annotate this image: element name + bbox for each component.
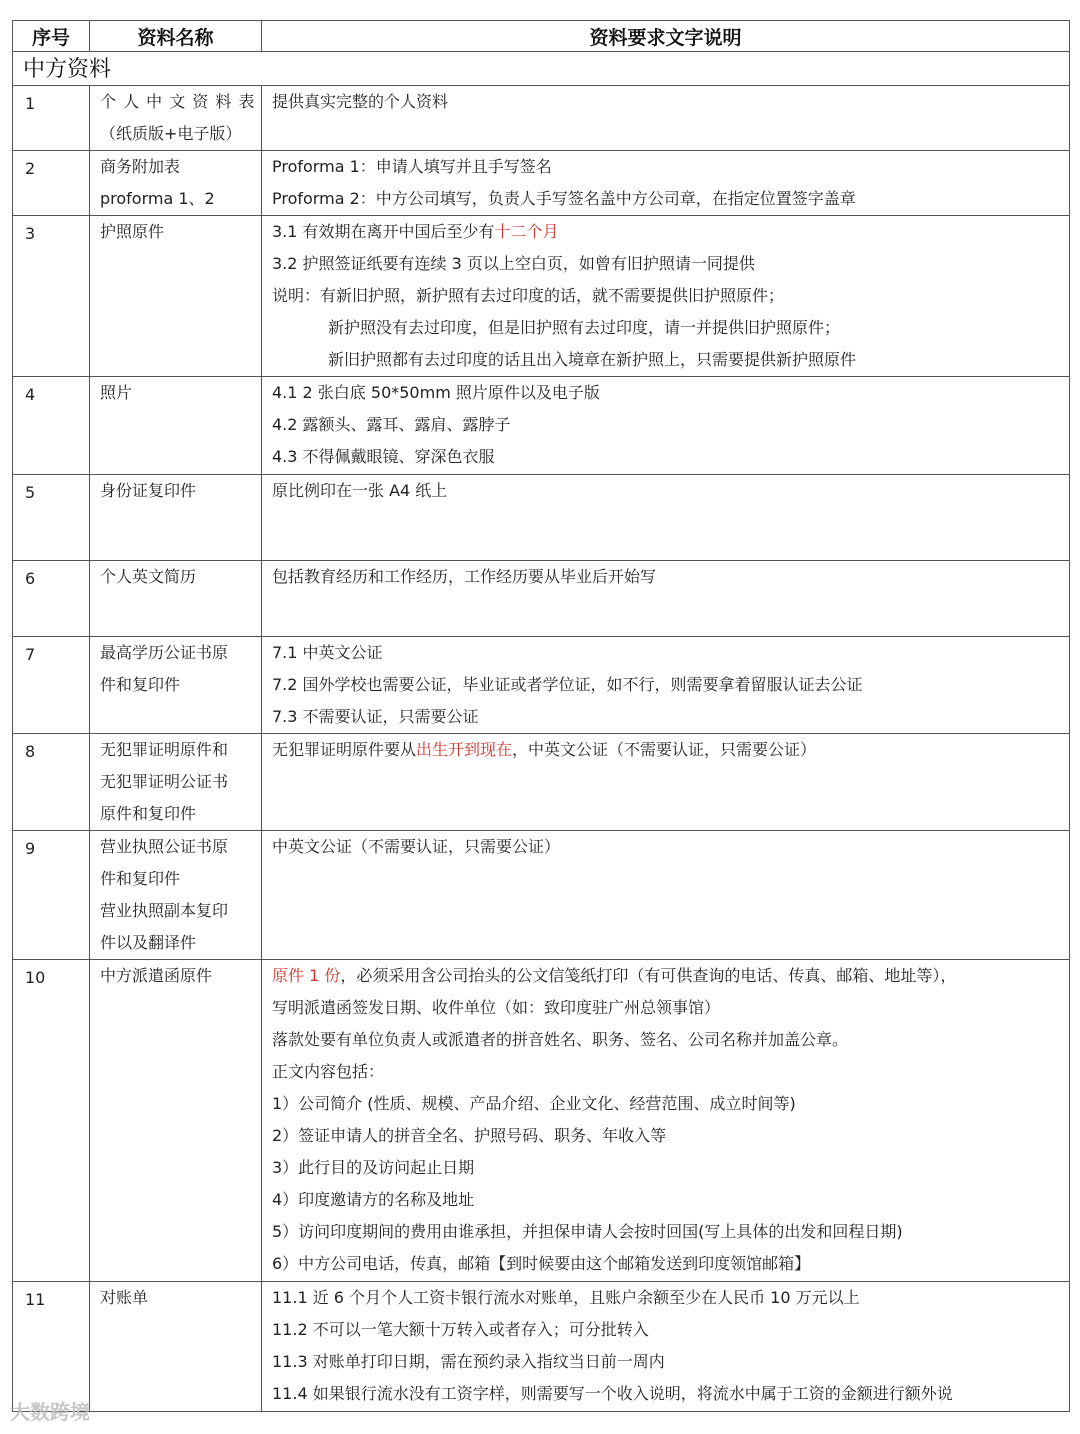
name-line: 营业执照副本复印 xyxy=(100,901,229,920)
row-name xyxy=(90,86,262,151)
name-line: 件以及翻译件 xyxy=(100,933,197,952)
row-number: 5 xyxy=(13,475,90,561)
table-row xyxy=(13,475,1070,561)
row-number: 9 xyxy=(13,831,90,960)
row-desc xyxy=(262,960,1070,1282)
name-line: 件和复印件 xyxy=(100,675,181,694)
name-line: 原件和复印件 xyxy=(100,804,197,823)
row-number: 2 xyxy=(13,151,90,216)
name-line: 营业执照公证书原 xyxy=(100,837,229,856)
desc-line: 2）签证申请人的拼音全名、护照号码、职务、年收入等 xyxy=(272,1126,667,1145)
desc-line: 11.2 不可以一笔大额十万转入或者存入；可分批转入 xyxy=(272,1320,649,1339)
desc-line: 6）中方公司电话，传真，邮箱【到时候要由这个邮箱发送到印度领馆邮箱】 xyxy=(272,1254,811,1273)
desc-line xyxy=(272,734,1063,766)
name-line: 无犯罪证明原件和 xyxy=(100,740,229,759)
desc-line: Proforma 1：申请人填写并且手写签名 xyxy=(272,157,552,176)
row-number: 4 xyxy=(13,377,90,475)
name-line: 护照原件 xyxy=(100,222,165,241)
desc-line: 提供真实完整的个人资料 xyxy=(272,92,449,111)
name-line: 身份证复印件 xyxy=(100,481,197,500)
row-name xyxy=(90,637,262,734)
row-desc xyxy=(262,86,1070,151)
desc-line: 7.1 中英文公证 xyxy=(272,643,383,662)
row-number: 6 xyxy=(13,561,90,637)
desc-line: 3）此行目的及访问起止日期 xyxy=(272,1158,475,1177)
row-name xyxy=(90,561,262,637)
row-name xyxy=(90,216,262,377)
desc-line: 正文内容包括： xyxy=(272,1062,385,1081)
row-name xyxy=(90,377,262,475)
row-number: 7 xyxy=(13,637,90,734)
row-number: 8 xyxy=(13,734,90,831)
desc-text: ，中英文公证（不需要认证，只需要公证） xyxy=(512,740,817,759)
desc-text: 3.1 有效期在离开中国后至少有 xyxy=(272,222,495,241)
desc-line: 1）公司简介 (性质、规模、产品介绍、企业文化、经营范围、成立时间等) xyxy=(272,1094,796,1113)
row-desc xyxy=(262,475,1070,561)
name-line: proforma 1、2 xyxy=(100,189,215,208)
table-row xyxy=(13,151,1070,216)
table-row xyxy=(13,734,1070,831)
name-line: 对账单 xyxy=(100,1288,149,1307)
highlight-text: 十二个月 xyxy=(494,222,559,241)
row-name xyxy=(90,1282,262,1412)
desc-line xyxy=(272,216,1063,248)
name-line: 个 人 中 文 资 料 表 xyxy=(100,92,256,111)
row-desc xyxy=(262,734,1070,831)
table-row xyxy=(13,561,1070,637)
header-seq: 序号 xyxy=(13,21,90,52)
desc-line: 落款处要有单位负责人或派遣者的拼音姓名、职务、签名、公司名称并加盖公章。 xyxy=(272,1030,849,1049)
row-name xyxy=(90,734,262,831)
desc-line: 说明：有新旧护照，新护照有去过印度的话，就不需要提供旧护照原件； xyxy=(272,286,785,305)
desc-line: 7.3 不需要认证，只需要公证 xyxy=(272,707,479,726)
name-line: 个人英文简历 xyxy=(100,567,197,586)
row-number: 3 xyxy=(13,216,90,377)
desc-line: 11.4 如果银行流水没有工资字样，则需要写一个收入说明，将流水中属于工资的金额进行额外说 xyxy=(272,1384,953,1403)
name-line: 最高学历公证书原 xyxy=(100,643,229,662)
section-row xyxy=(13,52,1070,86)
row-desc xyxy=(262,831,1070,960)
desc-line: 包括教育经历和工作经历，工作经历要从毕业后开始写 xyxy=(272,567,657,586)
desc-line: 7.2 国外学校也需要公证，毕业证或者学位证，如不行，则需要拿着留服认证去公证 xyxy=(272,675,863,694)
name-line: 照片 xyxy=(100,383,133,402)
row-name xyxy=(90,151,262,216)
name-line: 商务附加表 xyxy=(100,157,181,176)
row-desc xyxy=(262,1282,1070,1412)
row-desc xyxy=(262,637,1070,734)
row-desc xyxy=(262,151,1070,216)
desc-line: 原比例印在一张 A4 纸上 xyxy=(272,481,448,500)
row-name xyxy=(90,831,262,960)
watermark: 大数跨境 xyxy=(10,1400,90,1424)
header-name: 资料名称 xyxy=(90,21,262,52)
desc-line: 3.2 护照签证纸要有连续 3 页以上空白页，如曾有旧护照请一同提供 xyxy=(272,254,755,273)
desc-line: 新护照没有去过印度，但是旧护照有去过印度，请一并提供旧护照原件； xyxy=(328,318,841,337)
table-row xyxy=(13,960,1070,1282)
row-number: 11 xyxy=(13,1282,90,1412)
row-number: 10 xyxy=(13,960,90,1282)
desc-line xyxy=(272,960,1063,992)
row-name xyxy=(90,960,262,1282)
desc-line: 11.3 对账单打印日期，需在预约录入指纹当日前一周内 xyxy=(272,1352,665,1371)
row-name xyxy=(90,475,262,561)
table-row xyxy=(13,377,1070,475)
name-line: 件和复印件 xyxy=(100,869,181,888)
table-row xyxy=(13,637,1070,734)
table-row xyxy=(13,831,1070,960)
desc-line: 4）印度邀请方的名称及地址 xyxy=(272,1190,475,1209)
desc-line: 新旧护照都有去过印度的话且出入境章在新护照上，只需要提供新护照原件 xyxy=(328,350,857,369)
row-number: 1 xyxy=(13,86,90,151)
header-desc: 资料要求文字说明 xyxy=(262,21,1070,52)
desc-line: 4.3 不得佩戴眼镜、穿深色衣服 xyxy=(272,447,495,466)
table-row xyxy=(13,216,1070,377)
desc-line: 5）访问印度期间的费用由谁承担，并担保申请人会按时回国(写上具体的出发和回程日期) xyxy=(272,1222,903,1241)
requirements-table xyxy=(12,20,1070,1412)
row-desc xyxy=(262,561,1070,637)
name-line: 无犯罪证明公证书 xyxy=(100,772,229,791)
row-desc xyxy=(262,216,1070,377)
section-title: 中方资料 xyxy=(13,52,1070,86)
name-line: 中方派遣函原件 xyxy=(100,966,213,985)
desc-line: 11.1 近 6 个月个人工资卡银行流水对账单，且账户余额至少在人民币 10 万元以上 xyxy=(272,1288,860,1307)
row-desc xyxy=(262,377,1070,475)
desc-line: 4.2 露额头、露耳、露肩、露脖子 xyxy=(272,415,511,434)
desc-text: ，必须采用含公司抬头的公文信笺纸打印（有可供查询的电话、传真、邮箱、地址等）， xyxy=(340,966,957,985)
header-row xyxy=(13,21,1070,52)
table-row xyxy=(13,1282,1070,1412)
name-line: （纸质版+电子版） xyxy=(100,124,242,143)
desc-line: 写明派遣函签发日期、收件单位（如：致印度驻广州总领事馆） xyxy=(272,998,721,1017)
table-row xyxy=(13,86,1070,151)
desc-text: 无犯罪证明原件要从 xyxy=(272,740,417,759)
desc-line: 中英文公证（不需要认证，只需要公证） xyxy=(272,837,561,856)
highlight-text: 原件 1 份 xyxy=(272,966,341,985)
desc-line: 4.1 2 张白底 50*50mm 照片原件以及电子版 xyxy=(272,383,600,402)
desc-line: Proforma 2：中方公司填写，负责人手写签名盖中方公司章，在指定位置签字盖章 xyxy=(272,189,856,208)
highlight-text: 出生开到现在 xyxy=(416,740,513,759)
